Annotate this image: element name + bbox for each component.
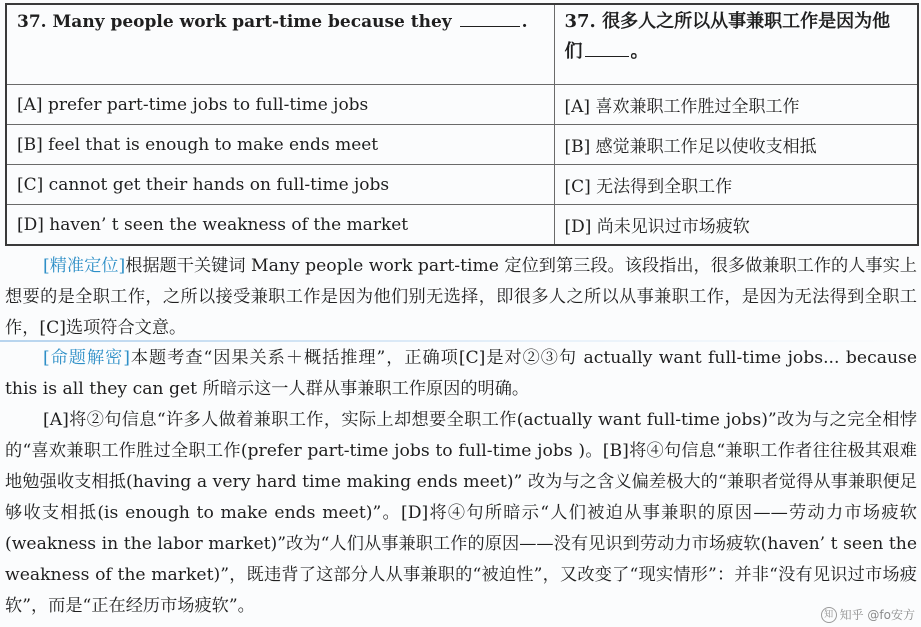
option-a-cn: [A] 喜欢兼职工作胜过全职工作: [554, 85, 918, 125]
answer-blank: [460, 12, 520, 27]
option-d-en: [D] haven’ t seen the weakness of the market: [6, 205, 554, 246]
zhihu-logo-icon: 知: [821, 607, 837, 623]
option-row-c: [6, 165, 918, 205]
option-c-cn: [C] 无法得到全职工作: [554, 165, 918, 205]
option-b-cn: [B] 感觉兼职工作足以使收支相抵: [554, 125, 918, 165]
decode-text: 本题考查“因果关系＋概括推理”，正确项[C]是对②③句 actually want full-time jobs... because this is all they can get 所暗示这一人群从事兼职工作原因的明确。: [5, 348, 917, 399]
question-header-row: [6, 4, 918, 85]
decode-paragraph: [5, 343, 917, 405]
option-row-a: [6, 85, 918, 125]
locate-text: 根据题干关键词 Many people work part-time 定位到第三段。该段指出，很多做兼职工作的人事实上想要的是全职工作，之所以接受兼职工作是因为他们别无选择，即很多人之所以从事兼职工作，是因为无法得到全职工作，[C]选项符合文意。: [5, 256, 917, 338]
watermark: [821, 606, 915, 623]
option-row-d: [6, 205, 918, 246]
locate-paragraph: [5, 251, 917, 344]
option-d-cn: [D] 尚未见识过市场疲软: [554, 205, 918, 246]
decode-tag: [命题解密]: [43, 348, 130, 368]
answer-blank: [585, 42, 629, 57]
option-b-en: [B] feel that is enough to make ends meet: [6, 125, 554, 165]
question-table: [5, 3, 919, 246]
option-c-en: [C] cannot get their hands on full-time jobs: [6, 165, 554, 205]
watermark-text: 知乎 @fo安方: [839, 608, 915, 622]
question-stem-cn: 37. 很多人之所以从事兼职工作是因为他们 。: [554, 4, 918, 85]
question-stem-en: 37. Many people work part-time because they .: [6, 4, 554, 85]
locate-tag: [精准定位]: [43, 256, 126, 276]
option-row-b: [6, 125, 918, 165]
detail-paragraph: [A]将②句信息“许多人做着兼职工作，实际上却想要全职工作(actually want full-time jobs)”改为与之完全相悖的“喜欢兼职工作胜过全职工作(prefer part-time jobs to full-time jobs )。[B]将④句信息“兼职工作者往往极其艰难地勉强收支相抵(having a very hard time making ends meet)” 改为与之含义偏差极大的“兼职者觉得从事兼职便足够收支相抵(is enough to make ends meet)”。[D]将④句所暗示“人们被迫从事兼职的原因——劳动力市场疲软(weakness in the labor market)”改为“人们从事兼职工作的原因——没有见识到劳动力市场疲软(haven’ t seen the weakness of the market)”，既违背了这部分人从事兼职的“被迫性”，又改变了“现实情形”：并非“没有见识过市场疲软”，而是“正在经历市场疲软”。: [5, 410, 917, 616]
option-a-en: [A] prefer part-time jobs to full-time jobs: [6, 85, 554, 125]
section-divider: [0, 340, 921, 342]
